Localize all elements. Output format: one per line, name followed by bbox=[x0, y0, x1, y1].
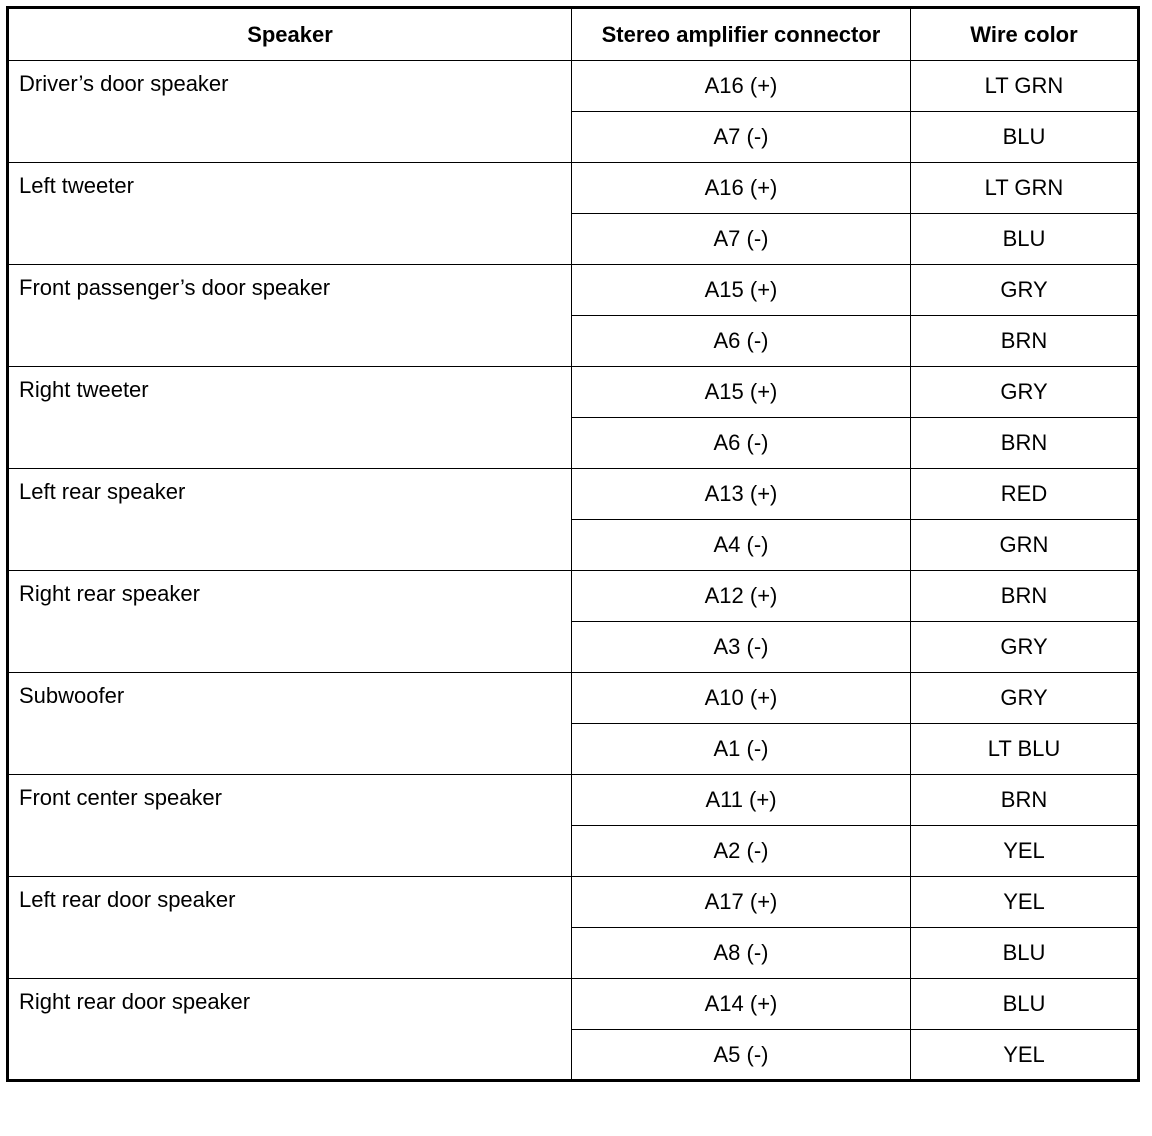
wire-color-negative-cell: BLU bbox=[911, 112, 1139, 163]
table-header-row bbox=[8, 8, 1139, 61]
speaker-name-cell: Left rear door speaker bbox=[8, 877, 572, 979]
table-row bbox=[8, 877, 1139, 928]
table-row bbox=[8, 775, 1139, 826]
connector-positive-cell: A12 (+) bbox=[572, 571, 911, 622]
speaker-name-cell: Front center speaker bbox=[8, 775, 572, 877]
connector-negative-cell: A2 (-) bbox=[572, 826, 911, 877]
connector-positive-cell: A13 (+) bbox=[572, 469, 911, 520]
wire-color-positive-cell: LT GRN bbox=[911, 61, 1139, 112]
speaker-name-cell: Subwoofer bbox=[8, 673, 572, 775]
connector-positive-cell: A11 (+) bbox=[572, 775, 911, 826]
wire-color-negative-cell: GRN bbox=[911, 520, 1139, 571]
speaker-name-cell: Driver’s door speaker bbox=[8, 61, 572, 163]
wire-color-positive-cell: RED bbox=[911, 469, 1139, 520]
connector-positive-cell: A14 (+) bbox=[572, 979, 911, 1030]
speaker-name-cell: Right tweeter bbox=[8, 367, 572, 469]
wire-color-positive-cell: GRY bbox=[911, 367, 1139, 418]
table-row bbox=[8, 469, 1139, 520]
speaker-wiring-table bbox=[6, 6, 1140, 1082]
speaker-name-cell: Front passenger’s door speaker bbox=[8, 265, 572, 367]
wire-color-positive-cell: GRY bbox=[911, 265, 1139, 316]
speaker-name-cell: Left rear speaker bbox=[8, 469, 572, 571]
connector-negative-cell: A8 (-) bbox=[572, 928, 911, 979]
connector-negative-cell: A6 (-) bbox=[572, 316, 911, 367]
wire-color-positive-cell: BRN bbox=[911, 775, 1139, 826]
connector-negative-cell: A7 (-) bbox=[572, 112, 911, 163]
speaker-name-cell: Left tweeter bbox=[8, 163, 572, 265]
table-row bbox=[8, 571, 1139, 622]
connector-negative-cell: A3 (-) bbox=[572, 622, 911, 673]
connector-positive-cell: A15 (+) bbox=[572, 265, 911, 316]
connector-positive-cell: A16 (+) bbox=[572, 61, 911, 112]
connector-negative-cell: A1 (-) bbox=[572, 724, 911, 775]
connector-positive-cell: A16 (+) bbox=[572, 163, 911, 214]
table-row bbox=[8, 673, 1139, 724]
header-wire-color: Wire color bbox=[911, 8, 1139, 61]
wire-color-negative-cell: YEL bbox=[911, 826, 1139, 877]
connector-positive-cell: A15 (+) bbox=[572, 367, 911, 418]
table-row bbox=[8, 979, 1139, 1030]
wire-color-positive-cell: BRN bbox=[911, 571, 1139, 622]
wire-color-negative-cell: YEL bbox=[911, 1030, 1139, 1081]
wire-color-positive-cell: GRY bbox=[911, 673, 1139, 724]
header-connector: Stereo amplifier connector bbox=[572, 8, 911, 61]
connector-negative-cell: A5 (-) bbox=[572, 1030, 911, 1081]
connector-positive-cell: A17 (+) bbox=[572, 877, 911, 928]
wire-color-negative-cell: GRY bbox=[911, 622, 1139, 673]
wire-color-negative-cell: BLU bbox=[911, 928, 1139, 979]
wire-color-positive-cell: YEL bbox=[911, 877, 1139, 928]
connector-negative-cell: A6 (-) bbox=[572, 418, 911, 469]
connector-positive-cell: A10 (+) bbox=[572, 673, 911, 724]
wire-color-negative-cell: BRN bbox=[911, 418, 1139, 469]
table-row bbox=[8, 163, 1139, 214]
wire-color-negative-cell: BRN bbox=[911, 316, 1139, 367]
table-row bbox=[8, 367, 1139, 418]
table-row bbox=[8, 61, 1139, 112]
table-body bbox=[8, 61, 1139, 1081]
table-row bbox=[8, 265, 1139, 316]
header-speaker: Speaker bbox=[8, 8, 572, 61]
wire-color-positive-cell: BLU bbox=[911, 979, 1139, 1030]
connector-negative-cell: A7 (-) bbox=[572, 214, 911, 265]
wire-color-negative-cell: BLU bbox=[911, 214, 1139, 265]
speaker-name-cell: Right rear door speaker bbox=[8, 979, 572, 1081]
connector-negative-cell: A4 (-) bbox=[572, 520, 911, 571]
wire-color-negative-cell: LT BLU bbox=[911, 724, 1139, 775]
speaker-name-cell: Right rear speaker bbox=[8, 571, 572, 673]
wire-color-positive-cell: LT GRN bbox=[911, 163, 1139, 214]
